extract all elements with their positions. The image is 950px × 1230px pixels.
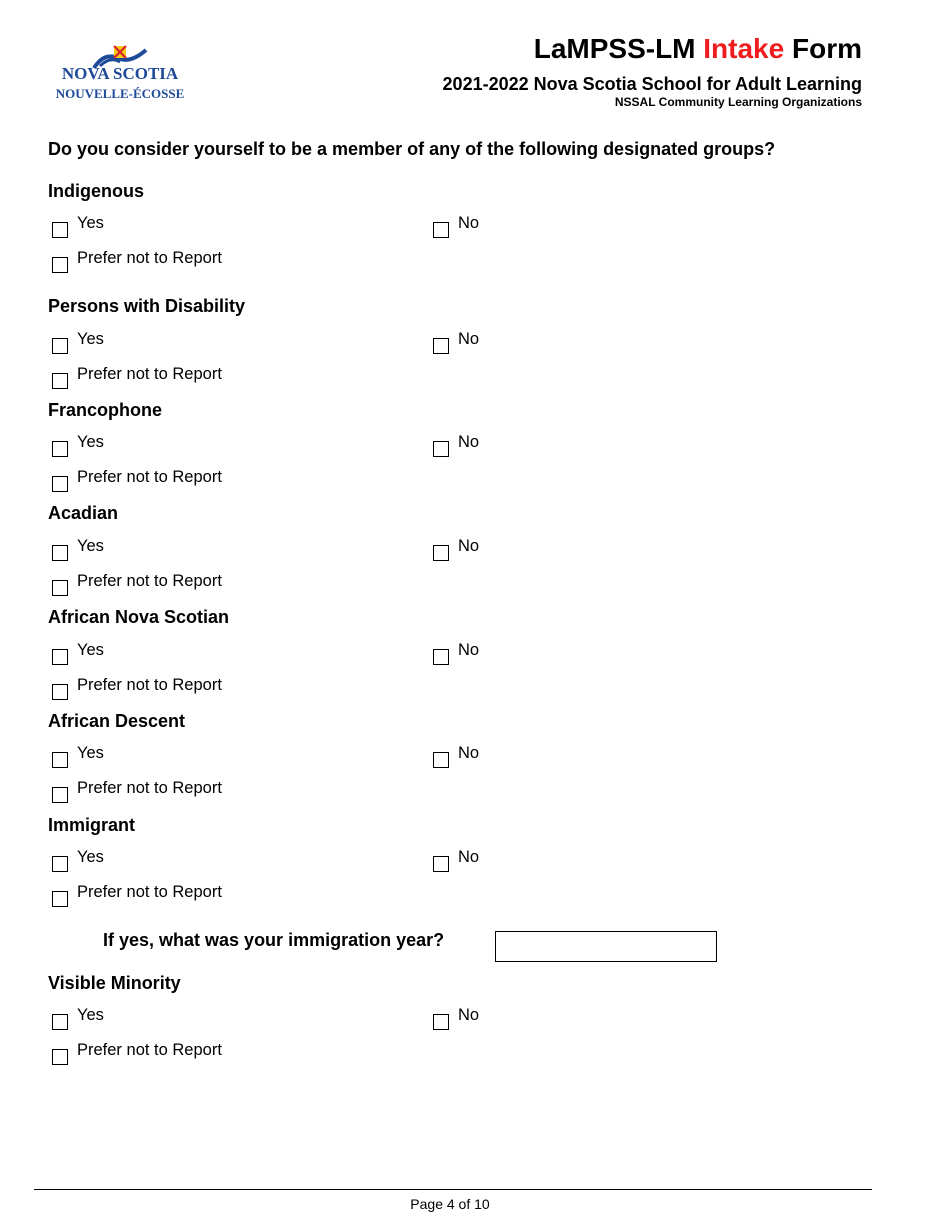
page-number: Page 4 of 10 <box>410 1196 490 1212</box>
title-accent: Intake <box>703 33 785 64</box>
francophone-prefer-not-option[interactable] <box>52 468 222 492</box>
footer-divider <box>34 1189 872 1190</box>
checkbox[interactable] <box>433 649 449 665</box>
acadian-prefer-not-option[interactable] <box>52 572 222 596</box>
checkbox[interactable] <box>52 856 68 872</box>
option-label: Prefer not to Report <box>77 883 222 901</box>
visible-minority-prefer-not-option[interactable] <box>52 1041 222 1065</box>
checkbox[interactable] <box>52 684 68 700</box>
immigrant-yes-option[interactable] <box>52 848 104 872</box>
indigenous-yes-option[interactable] <box>52 214 104 238</box>
option-label: Yes <box>77 214 104 232</box>
checkbox[interactable] <box>433 752 449 768</box>
title-part2: Form <box>784 33 862 64</box>
option-label: Prefer not to Report <box>77 468 222 486</box>
group-title-acadian: Acadian <box>48 503 119 523</box>
african-descent-no-option[interactable] <box>433 744 479 768</box>
option-label: Yes <box>77 641 104 659</box>
african-nova-scotian-yes-option[interactable] <box>52 641 104 665</box>
option-label: No <box>458 214 480 232</box>
option-label: Prefer not to Report <box>77 779 222 797</box>
checkbox[interactable] <box>52 580 68 596</box>
group-title-indigenous: Indigenous <box>48 181 144 201</box>
checkbox[interactable] <box>433 1014 449 1030</box>
indigenous-prefer-not-option[interactable] <box>52 249 222 273</box>
option-label: Prefer not to Report <box>77 249 222 267</box>
acadian-no-option[interactable] <box>433 537 479 561</box>
african-descent-yes-option[interactable] <box>52 744 104 768</box>
checkbox[interactable] <box>52 649 68 665</box>
option-label: No <box>458 744 480 762</box>
checkbox[interactable] <box>52 257 68 273</box>
immigration-year-question: If yes, what was your immigration year? <box>103 930 445 950</box>
african-descent-prefer-not-option[interactable] <box>52 779 222 803</box>
option-label: No <box>458 848 480 866</box>
francophone-no-option[interactable] <box>433 433 479 457</box>
option-label: Yes <box>77 1006 104 1024</box>
form-subtitle: 2021-2022 Nova Scotia School for Adult Learning <box>442 74 862 94</box>
visible-minority-yes-option[interactable] <box>52 1006 104 1030</box>
option-label: Yes <box>77 330 104 348</box>
option-label: Prefer not to Report <box>77 572 222 590</box>
checkbox[interactable] <box>52 891 68 907</box>
option-label: No <box>458 433 480 451</box>
acadian-yes-option[interactable] <box>52 537 104 561</box>
group-title-visible-minority: Visible Minority <box>48 973 181 993</box>
option-label: No <box>458 330 480 348</box>
disability-prefer-not-option[interactable] <box>52 365 222 389</box>
form-organization: NSSAL Community Learning Organizations <box>614 95 862 109</box>
checkbox[interactable] <box>433 545 449 561</box>
checkbox[interactable] <box>433 856 449 872</box>
group-title-francophone: Francophone <box>48 400 163 420</box>
designated-groups-question: Do you consider yourself to be a member of any of the following designated groups? <box>48 139 776 159</box>
option-label: Yes <box>77 744 104 762</box>
francophone-yes-option[interactable] <box>52 433 104 457</box>
option-label: Prefer not to Report <box>77 1041 222 1059</box>
indigenous-no-option[interactable] <box>433 214 479 238</box>
disability-yes-option[interactable] <box>52 330 104 354</box>
logo-text-fr: NOUVELLE-ÉCOSSE <box>55 86 185 101</box>
african-nova-scotian-prefer-not-option[interactable] <box>52 676 222 700</box>
option-label: Yes <box>77 848 104 866</box>
checkbox[interactable] <box>433 222 449 238</box>
checkbox[interactable] <box>433 441 449 457</box>
option-label: No <box>458 1006 480 1024</box>
checkbox[interactable] <box>52 338 68 354</box>
visible-minority-no-option[interactable] <box>433 1006 479 1030</box>
option-label: Prefer not to Report <box>77 676 222 694</box>
checkbox[interactable] <box>52 373 68 389</box>
group-title-immigrant: Immigrant <box>48 815 136 835</box>
nova-scotia-logo <box>52 44 188 104</box>
african-nova-scotian-no-option[interactable] <box>433 641 479 665</box>
option-label: Yes <box>77 433 104 451</box>
immigrant-no-option[interactable] <box>433 848 479 872</box>
logo-text-en: NOVA SCOTIA <box>61 64 179 83</box>
immigration-year-input[interactable] <box>495 931 717 962</box>
checkbox[interactable] <box>52 441 68 457</box>
option-label: No <box>458 641 480 659</box>
group-title-african-descent: African Descent <box>48 711 186 731</box>
checkbox[interactable] <box>52 752 68 768</box>
checkbox[interactable] <box>52 1049 68 1065</box>
immigrant-prefer-not-option[interactable] <box>52 883 222 907</box>
checkbox[interactable] <box>52 476 68 492</box>
option-label: Yes <box>77 537 104 555</box>
group-title-disability: Persons with Disability <box>48 296 246 316</box>
form-title <box>534 33 862 65</box>
title-part1: LaMPSS-LM <box>533 33 704 64</box>
checkbox[interactable] <box>52 1014 68 1030</box>
group-title-african-nova-scotian: African Nova Scotian <box>48 607 230 627</box>
checkbox[interactable] <box>52 545 68 561</box>
disability-no-option[interactable] <box>433 330 479 354</box>
checkbox[interactable] <box>52 222 68 238</box>
option-label: No <box>458 537 480 555</box>
option-label: Prefer not to Report <box>77 365 222 383</box>
checkbox[interactable] <box>52 787 68 803</box>
checkbox[interactable] <box>433 338 449 354</box>
